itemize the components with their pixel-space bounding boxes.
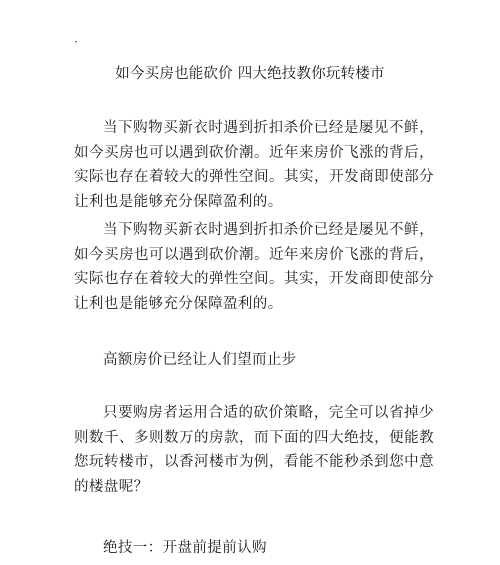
section-heading: 高额房价已经让人们望而止步 <box>103 352 297 368</box>
paragraph-intro-repeat: 当下购物买新衣时遇到折扣杀价已经是屡见不鲜，如今买房也可以遇到砍价潮。近年来房价飞涨的背后，实际也存在着较大的弹性空间。其实，开发商即使部分让利也是能够充分保障盈利的。 <box>74 222 434 312</box>
page-marker: · <box>74 35 78 49</box>
paragraph-intro: 当下购物买新衣时遇到折扣杀价已经是屡见不鲜，如今买房也可以遇到砍价潮。近年来房价飞涨的背后，实际也存在着较大的弹性空间。其实，开发商即使部分让利也是能够充分保障盈利的。 <box>74 120 434 210</box>
section-heading-tip-one: 绝技一：开盘前提前认购 <box>103 540 267 556</box>
paragraph-strategy: 只要购房者运用合适的砍价策略，完全可以省掉少则数千、多则数万的房款，而下面的四大绝技，便能教您玩转楼市，以香河楼市为例，看能不能秒杀到您中意的楼盘呢？ <box>74 405 434 495</box>
document-title: 如今买房也能砍价 四大绝技教你玩转楼市 <box>115 66 385 82</box>
